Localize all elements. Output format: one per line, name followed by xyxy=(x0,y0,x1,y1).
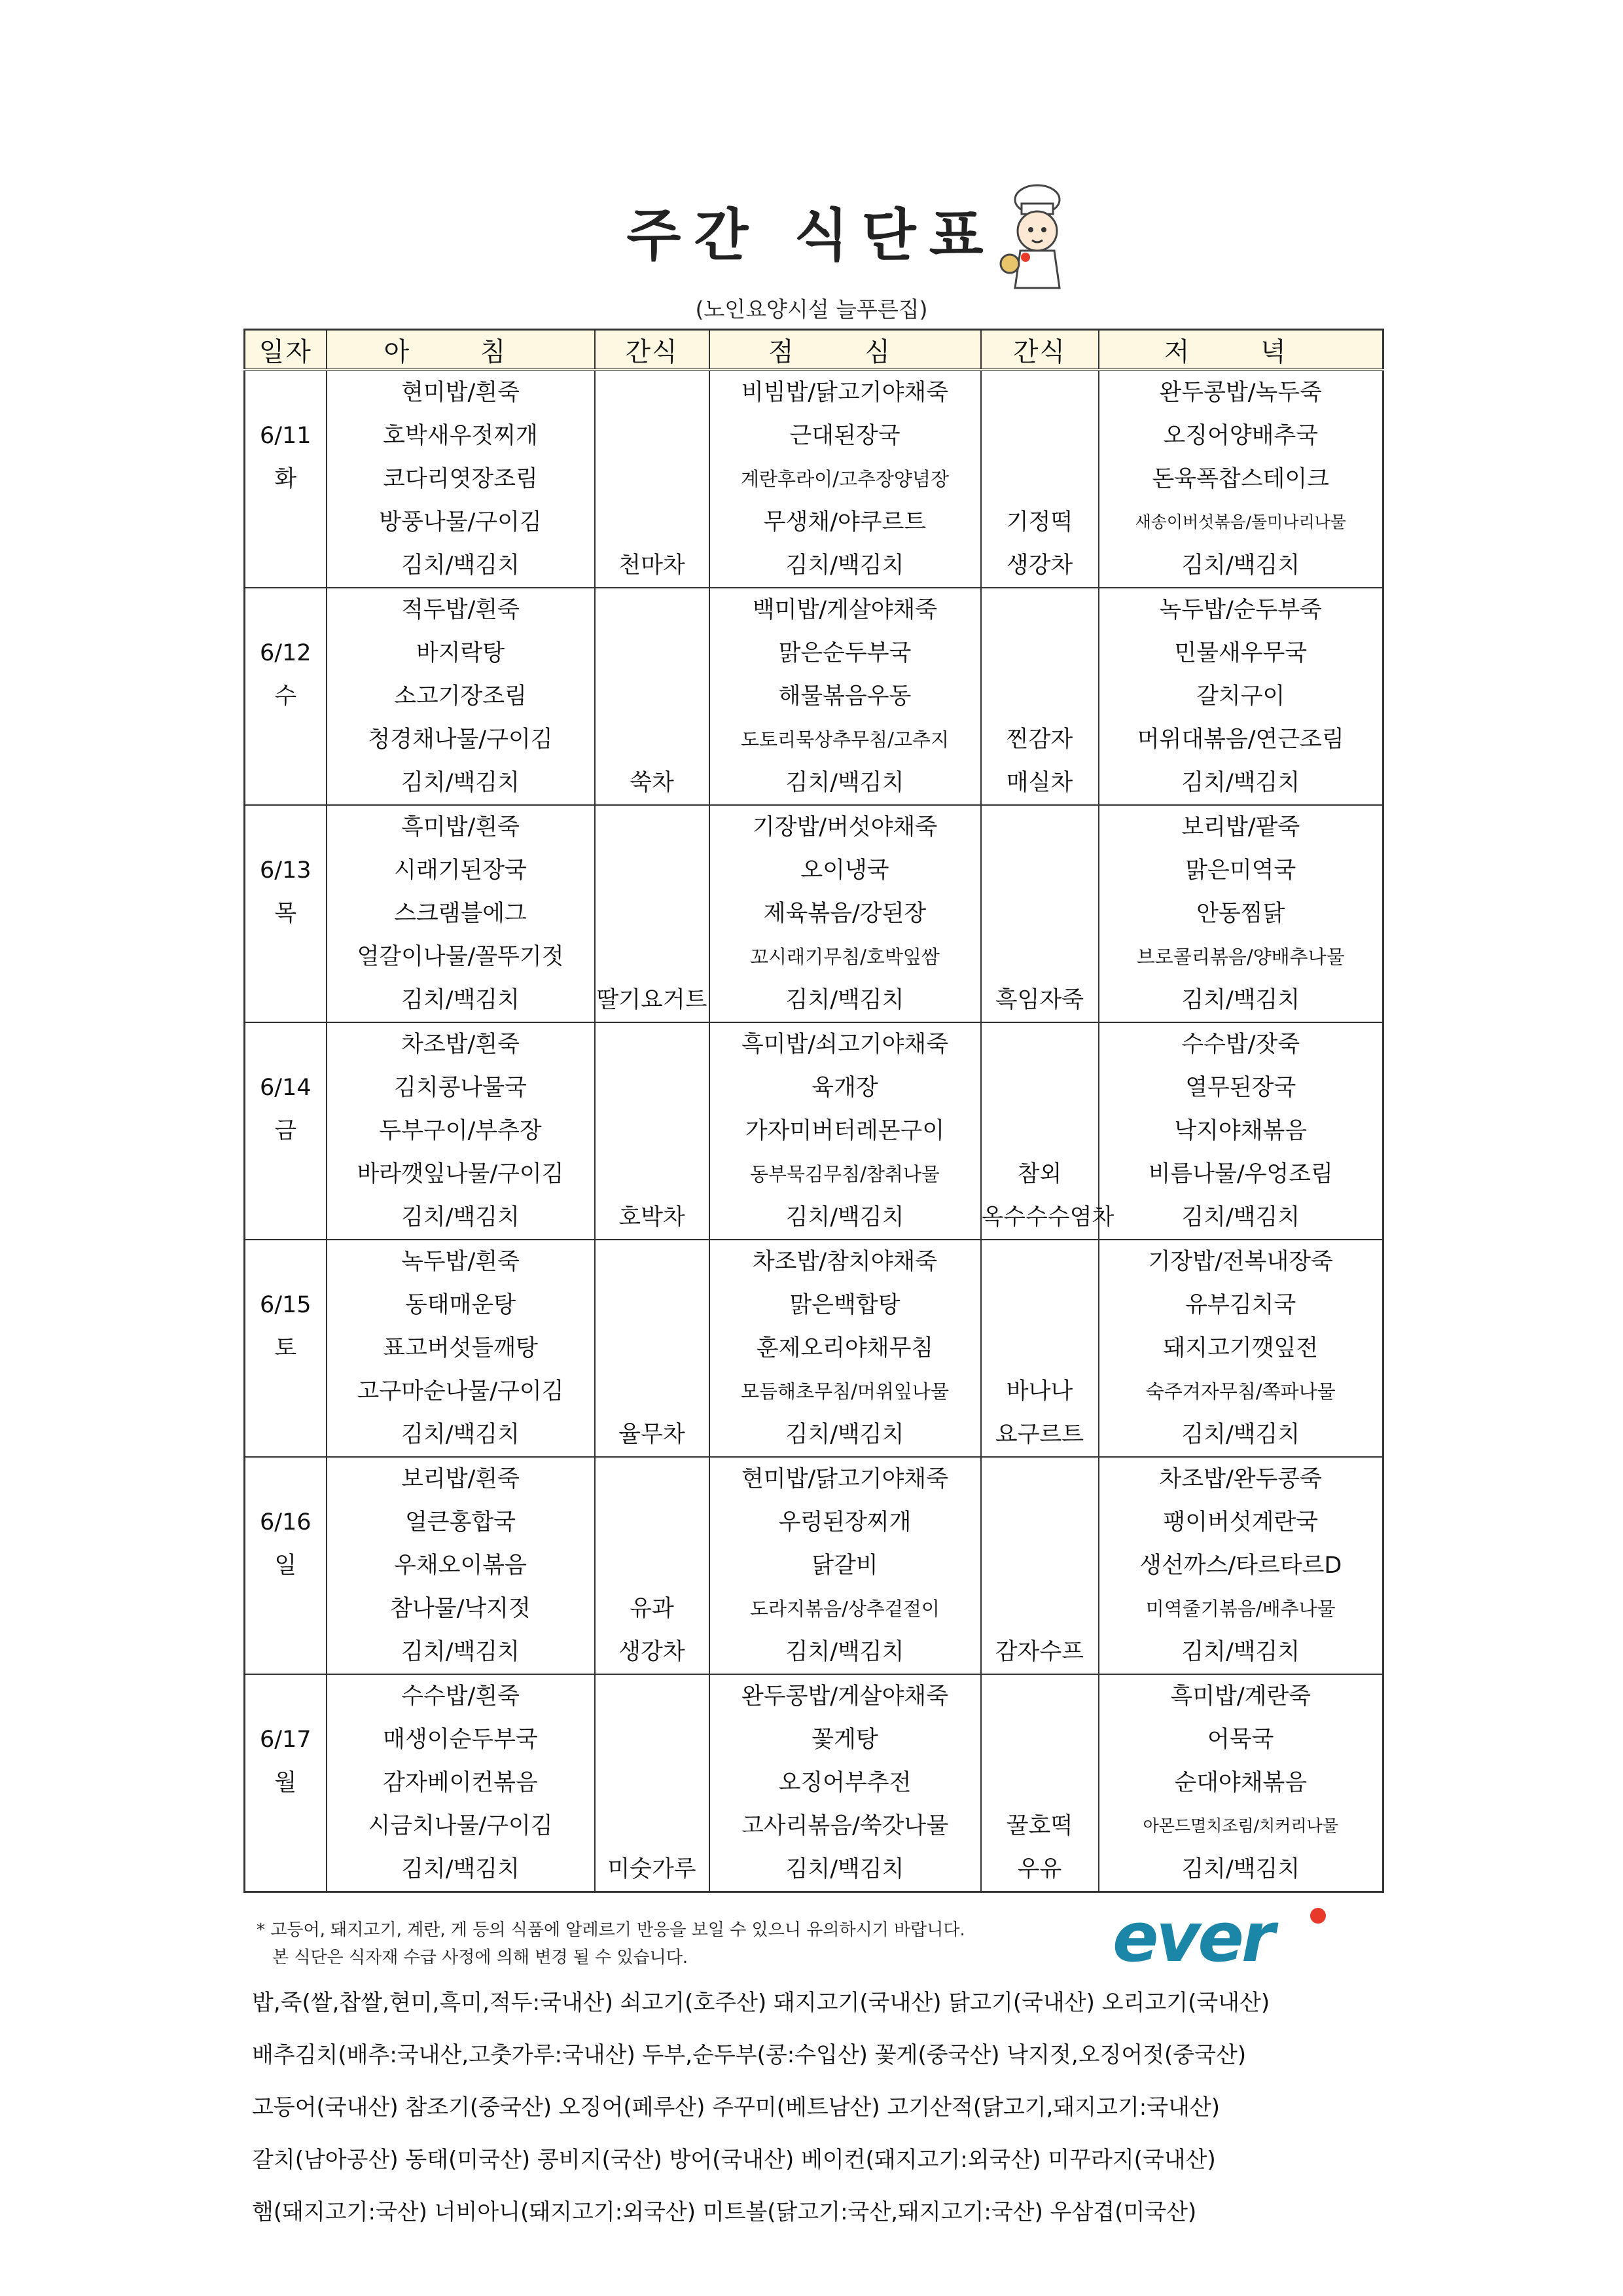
snack-am-cell xyxy=(595,1327,709,1370)
snack-pm-cell xyxy=(981,457,1099,501)
date-cell xyxy=(245,718,327,761)
snack-pm-cell xyxy=(981,1283,1099,1327)
snack-pm-cell: 감자수프 xyxy=(981,1630,1099,1674)
dinner-cell: 어묵국 xyxy=(1099,1718,1383,1761)
menu-row xyxy=(245,1761,1383,1804)
date-cell xyxy=(245,1370,327,1413)
breakfast-cell: 김치/백김치 xyxy=(327,1848,595,1892)
snack-pm-cell xyxy=(981,892,1099,935)
lunch-cell: 모듬해초무침/머위잎나물 xyxy=(709,1370,981,1413)
dinner-cell: 김치/백김치 xyxy=(1099,1413,1383,1457)
snack-pm-cell xyxy=(981,632,1099,675)
breakfast-cell: 동태매운탕 xyxy=(327,1283,595,1327)
breakfast-cell: 두부구이/부추장 xyxy=(327,1109,595,1153)
menu-row xyxy=(245,718,1383,761)
date-cell xyxy=(245,935,327,978)
lunch-cell: 무생채/야쿠르트 xyxy=(709,501,981,544)
lunch-cell: 고사리볶음/쑥갓나물 xyxy=(709,1804,981,1848)
snack-pm-cell xyxy=(981,1327,1099,1370)
snack-am-cell xyxy=(595,1544,709,1587)
breakfast-cell: 김치/백김치 xyxy=(327,978,595,1022)
dinner-cell: 수수밥/잣죽 xyxy=(1099,1022,1383,1066)
breakfast-cell: 바라깻잎나물/구이김 xyxy=(327,1153,595,1196)
snack-am-cell: 천마차 xyxy=(595,544,709,588)
breakfast-cell: 참나물/낙지젓 xyxy=(327,1587,595,1630)
day-date: 6/11 xyxy=(245,414,327,457)
header-row xyxy=(245,330,1383,370)
menu-row xyxy=(245,1022,1383,1066)
date-cell xyxy=(245,805,327,849)
snack-am-cell xyxy=(595,632,709,675)
snack-pm-cell xyxy=(981,1457,1099,1501)
lunch-cell: 김치/백김치 xyxy=(709,1196,981,1240)
breakfast-cell: 보리밥/흰죽 xyxy=(327,1457,595,1501)
ever-logo xyxy=(1113,1897,1361,1977)
day-date: 6/13 xyxy=(245,849,327,892)
snack-am-cell xyxy=(595,1066,709,1109)
origin-list xyxy=(252,1977,1391,2238)
lunch-cell: 차조밥/참치야채죽 xyxy=(709,1240,981,1283)
dinner-cell: 열무된장국 xyxy=(1099,1066,1383,1109)
dinner-cell: 돼지고기깻잎전 xyxy=(1099,1327,1383,1370)
date-cell xyxy=(245,1196,327,1240)
snack-am-cell xyxy=(595,588,709,632)
lunch-cell: 흑미밥/쇠고기야채죽 xyxy=(709,1022,981,1066)
snack-am-cell xyxy=(595,370,709,414)
dinner-cell: 김치/백김치 xyxy=(1099,1848,1383,1892)
lunch-cell: 우렁된장찌개 xyxy=(709,1501,981,1544)
dinner-cell: 김치/백김치 xyxy=(1099,978,1383,1022)
snack-am-cell xyxy=(595,1761,709,1804)
snack-am-cell: 생강차 xyxy=(595,1630,709,1674)
snack-pm-cell: 꿀호떡 xyxy=(981,1804,1099,1848)
snack-am-cell xyxy=(595,1153,709,1196)
lunch-cell: 닭갈비 xyxy=(709,1544,981,1587)
origin-line: 햄(돼지고기:국산) 너비아니(돼지고기:외국산) 미트볼(닭고기:국산,돼지고기:국산) 우삼겹(미국산) xyxy=(252,2199,1197,2225)
dinner-cell: 김치/백김치 xyxy=(1099,761,1383,805)
breakfast-cell: 김치/백김치 xyxy=(327,1413,595,1457)
dinner-cell: 오징어양배추국 xyxy=(1099,414,1383,457)
menu-row xyxy=(245,1153,1383,1196)
breakfast-cell: 녹두밥/흰죽 xyxy=(327,1240,595,1283)
snack-pm-cell: 참외 xyxy=(981,1153,1099,1196)
date-cell xyxy=(245,1587,327,1630)
lunch-cell: 맑은백합탕 xyxy=(709,1283,981,1327)
date-cell xyxy=(245,978,327,1022)
lunch-cell: 도토리묵상추무침/고추지 xyxy=(709,718,981,761)
menu-row xyxy=(245,370,1383,414)
date-cell xyxy=(245,1413,327,1457)
lunch-cell: 제육볶음/강된장 xyxy=(709,892,981,935)
snack-am-cell: 유과 xyxy=(595,1587,709,1630)
menu-row xyxy=(245,1544,1383,1587)
menu-row xyxy=(245,501,1383,544)
breakfast-cell: 얼갈이나물/꼴뚜기젓 xyxy=(327,935,595,978)
logo-dot xyxy=(1310,1908,1326,1924)
dinner-cell: 아몬드멸치조림/치커리나물 xyxy=(1099,1804,1383,1848)
snack-pm-cell xyxy=(981,805,1099,849)
dinner-cell: 김치/백김치 xyxy=(1099,544,1383,588)
menu-row xyxy=(245,1370,1383,1413)
date-cell xyxy=(245,1804,327,1848)
day-weekday: 화 xyxy=(245,457,327,501)
breakfast-cell: 호박새우젓찌개 xyxy=(327,414,595,457)
snack-am-cell: 율무차 xyxy=(595,1413,709,1457)
day-weekday: 토 xyxy=(245,1327,327,1370)
snack-am-cell xyxy=(595,1718,709,1761)
snack-pm-cell xyxy=(981,1761,1099,1804)
dinner-cell: 완두콩밥/녹두죽 xyxy=(1099,370,1383,414)
date-cell xyxy=(245,761,327,805)
snack-am-cell xyxy=(595,414,709,457)
menu-row xyxy=(245,414,1383,457)
snack-am-cell xyxy=(595,1501,709,1544)
menu-row xyxy=(245,978,1383,1022)
header-date: 일자 xyxy=(245,330,327,370)
snack-pm-cell xyxy=(981,675,1099,718)
chef-illustration xyxy=(991,180,1077,291)
breakfast-cell: 김치/백김치 xyxy=(327,761,595,805)
menu-row xyxy=(245,1587,1383,1630)
snack-am-cell: 딸기요거트 xyxy=(595,978,709,1022)
dinner-cell: 미역줄기볶음/배추나물 xyxy=(1099,1587,1383,1630)
dinner-cell: 브로콜리볶음/양배추나물 xyxy=(1099,935,1383,978)
lunch-cell: 육개장 xyxy=(709,1066,981,1109)
menu-row xyxy=(245,1196,1383,1240)
day-date: 6/17 xyxy=(245,1718,327,1761)
header-snack-pm: 간식 xyxy=(981,330,1099,370)
lunch-cell: 김치/백김치 xyxy=(709,1630,981,1674)
day-date: 6/12 xyxy=(245,632,327,675)
snack-am-cell: 쑥차 xyxy=(595,761,709,805)
lunch-cell: 훈제오리야채무침 xyxy=(709,1327,981,1370)
menu-row xyxy=(245,1066,1383,1109)
meal-table xyxy=(243,329,1384,1893)
date-cell xyxy=(245,1457,327,1501)
dinner-cell: 생선까스/타르타르D xyxy=(1099,1544,1383,1587)
origin-line: 밥,죽(쌀,찹쌀,현미,흑미,적두:국내산) 쇠고기(호주산) 돼지고기(국내산) 닭고기(국내산) 오리고기(국내산) xyxy=(252,1990,1270,2016)
date-cell xyxy=(245,1022,327,1066)
origin-line: 배추김치(배추:국내산,고춧가루:국내산) 두부,순두부(콩:수입산) 꽃게(중국산) 낙지젓,오징어젓(중국산) xyxy=(252,2042,1247,2068)
snack-pm-cell: 생강차 xyxy=(981,544,1099,588)
breakfast-cell: 방풍나물/구이김 xyxy=(327,501,595,544)
menu-row xyxy=(245,1109,1383,1153)
lunch-cell: 꽃게탕 xyxy=(709,1718,981,1761)
dinner-cell: 새송이버섯볶음/돌미나리나물 xyxy=(1099,501,1383,544)
snack-am-cell xyxy=(595,501,709,544)
snack-am-cell xyxy=(595,1804,709,1848)
snack-pm-cell: 찐감자 xyxy=(981,718,1099,761)
lunch-cell: 기장밥/버섯야채죽 xyxy=(709,805,981,849)
dinner-cell: 흑미밥/계란죽 xyxy=(1099,1674,1383,1718)
snack-pm-cell xyxy=(981,370,1099,414)
date-cell xyxy=(245,588,327,632)
dinner-cell: 돈육폭찹스테이크 xyxy=(1099,457,1383,501)
breakfast-cell: 코다리엿장조림 xyxy=(327,457,595,501)
date-cell xyxy=(245,544,327,588)
lunch-cell: 도라지볶음/상추겉절이 xyxy=(709,1587,981,1630)
day-date: 6/14 xyxy=(245,1066,327,1109)
menu-row xyxy=(245,1804,1383,1848)
menu-row xyxy=(245,849,1383,892)
snack-am-cell xyxy=(595,1457,709,1501)
snack-pm-cell xyxy=(981,414,1099,457)
breakfast-cell: 우채오이볶음 xyxy=(327,1544,595,1587)
snack-am-cell xyxy=(595,675,709,718)
snack-am-cell xyxy=(595,1674,709,1718)
dinner-cell: 녹두밥/순두부죽 xyxy=(1099,588,1383,632)
snack-pm-cell xyxy=(981,1544,1099,1587)
breakfast-cell: 매생이순두부국 xyxy=(327,1718,595,1761)
date-cell xyxy=(245,1240,327,1283)
dinner-cell: 보리밥/팥죽 xyxy=(1099,805,1383,849)
breakfast-cell: 소고기장조림 xyxy=(327,675,595,718)
breakfast-cell: 감자베이컨볶음 xyxy=(327,1761,595,1804)
snack-am-cell xyxy=(595,457,709,501)
snack-pm-cell xyxy=(981,1109,1099,1153)
snack-pm-cell xyxy=(981,1501,1099,1544)
lunch-cell: 꼬시래기무침/호박잎쌈 xyxy=(709,935,981,978)
day-date: 6/15 xyxy=(245,1283,327,1327)
snack-pm-cell: 우유 xyxy=(981,1848,1099,1892)
lunch-cell: 근대된장국 xyxy=(709,414,981,457)
snack-am-cell xyxy=(595,718,709,761)
dinner-cell: 안동찜닭 xyxy=(1099,892,1383,935)
snack-pm-cell: 흑임자죽 xyxy=(981,978,1099,1022)
dinner-cell: 맑은미역국 xyxy=(1099,849,1383,892)
breakfast-cell: 표고버섯들깨탕 xyxy=(327,1327,595,1370)
breakfast-cell: 현미밥/흰죽 xyxy=(327,370,595,414)
menu-row xyxy=(245,1630,1383,1674)
snack-am-cell xyxy=(595,1022,709,1066)
notes xyxy=(257,1916,965,1971)
header-breakfast: 아 침 xyxy=(327,330,595,370)
lunch-cell: 비빔밥/닭고기야채죽 xyxy=(709,370,981,414)
snack-am-cell xyxy=(595,935,709,978)
snack-am-cell: 미숫가루 xyxy=(595,1848,709,1892)
dinner-cell: 순대야채볶음 xyxy=(1099,1761,1383,1804)
dinner-cell: 비름나물/우엉조림 xyxy=(1099,1153,1383,1196)
snack-pm-cell xyxy=(981,935,1099,978)
header-dinner: 저 녁 xyxy=(1099,330,1383,370)
lunch-cell: 김치/백김치 xyxy=(709,761,981,805)
lunch-cell: 가자미버터레몬구이 xyxy=(709,1109,981,1153)
menu-row xyxy=(245,1240,1383,1283)
snack-pm-cell: 바나나 xyxy=(981,1370,1099,1413)
breakfast-cell: 김치콩나물국 xyxy=(327,1066,595,1109)
lunch-cell: 계란후라이/고추장양념장 xyxy=(709,457,981,501)
lunch-cell: 김치/백김치 xyxy=(709,1848,981,1892)
dinner-cell: 김치/백김치 xyxy=(1099,1196,1383,1240)
breakfast-cell: 차조밥/흰죽 xyxy=(327,1022,595,1066)
date-cell xyxy=(245,501,327,544)
lunch-cell: 동부묵김무침/참취나물 xyxy=(709,1153,981,1196)
date-cell xyxy=(245,1153,327,1196)
menu-row xyxy=(245,1501,1383,1544)
lunch-cell: 완두콩밥/게살야채죽 xyxy=(709,1674,981,1718)
lunch-cell: 맑은순두부국 xyxy=(709,632,981,675)
snack-pm-cell: 옥수수수염차 xyxy=(981,1196,1099,1240)
menu-row xyxy=(245,1674,1383,1718)
date-cell xyxy=(245,1674,327,1718)
breakfast-cell: 얼큰홍합국 xyxy=(327,1501,595,1544)
lunch-cell: 김치/백김치 xyxy=(709,544,981,588)
snack-am-cell xyxy=(595,1109,709,1153)
breakfast-cell: 시래기된장국 xyxy=(327,849,595,892)
snack-am-cell xyxy=(595,849,709,892)
snack-pm-cell xyxy=(981,1587,1099,1630)
lunch-cell: 현미밥/닭고기야채죽 xyxy=(709,1457,981,1501)
dinner-cell: 기장밥/전복내장죽 xyxy=(1099,1240,1383,1283)
lunch-cell: 해물볶음우동 xyxy=(709,675,981,718)
snack-pm-cell xyxy=(981,588,1099,632)
menu-row xyxy=(245,544,1383,588)
snack-am-cell xyxy=(595,805,709,849)
menu-row xyxy=(245,805,1383,849)
subtitle: (노인요양시설 늘푸른집) xyxy=(695,296,928,322)
snack-pm-cell xyxy=(981,1066,1099,1109)
snack-pm-cell xyxy=(981,1022,1099,1066)
dinner-cell: 팽이버섯계란국 xyxy=(1099,1501,1383,1544)
header-snack-am: 간식 xyxy=(595,330,709,370)
menu-row xyxy=(245,1283,1383,1327)
snack-am-cell: 호박차 xyxy=(595,1196,709,1240)
dinner-cell: 유부김치국 xyxy=(1099,1283,1383,1327)
lunch-cell: 오징어부추전 xyxy=(709,1761,981,1804)
breakfast-cell: 바지락탕 xyxy=(327,632,595,675)
origin-line: 고등어(국내산) 참조기(중국산) 오징어(페루산) 주꾸미(베트남산) 고기산적(닭고기,돼지고기:국내산) xyxy=(252,2094,1221,2121)
lunch-cell: 김치/백김치 xyxy=(709,1413,981,1457)
origin-line: 갈치(남아공산) 동태(미국산) 콩비지(국산) 방어(국내산) 베이컨(돼지고기:외국산) 미꾸라지(국내산) xyxy=(252,2147,1216,2173)
dinner-cell: 갈치구이 xyxy=(1099,675,1383,718)
meal-table-body xyxy=(245,370,1383,1892)
header-lunch: 점 심 xyxy=(709,330,981,370)
menu-row xyxy=(245,457,1383,501)
breakfast-cell: 시금치나물/구이김 xyxy=(327,1804,595,1848)
allergy-note: * 고등어, 돼지고기, 계란, 게 등의 식품에 알레르기 반응을 보일 수 있으니 유의하시기 바랍니다. xyxy=(257,1920,965,1940)
dinner-cell: 김치/백김치 xyxy=(1099,1630,1383,1674)
dinner-cell: 머위대볶음/연근조림 xyxy=(1099,718,1383,761)
day-weekday: 금 xyxy=(245,1109,327,1153)
snack-pm-cell: 매실차 xyxy=(981,761,1099,805)
dinner-cell: 숙주겨자무침/쪽파나물 xyxy=(1099,1370,1383,1413)
snack-pm-cell xyxy=(981,1240,1099,1283)
menu-row xyxy=(245,588,1383,632)
menu-row xyxy=(245,1327,1383,1370)
snack-am-cell xyxy=(595,1240,709,1283)
menu-row xyxy=(245,632,1383,675)
day-weekday: 일 xyxy=(245,1544,327,1587)
menu-row xyxy=(245,1457,1383,1501)
breakfast-cell: 적두밥/흰죽 xyxy=(327,588,595,632)
logo-text: ever xyxy=(1113,1897,1273,1977)
menu-row xyxy=(245,935,1383,978)
menu-row xyxy=(245,1848,1383,1892)
breakfast-cell: 스크램블에그 xyxy=(327,892,595,935)
breakfast-cell: 청경채나물/구이김 xyxy=(327,718,595,761)
menu-row xyxy=(245,892,1383,935)
snack-am-cell xyxy=(595,1370,709,1413)
menu-row xyxy=(245,761,1383,805)
day-date: 6/16 xyxy=(245,1501,327,1544)
day-weekday: 월 xyxy=(245,1761,327,1804)
day-weekday: 수 xyxy=(245,675,327,718)
breakfast-cell: 김치/백김치 xyxy=(327,544,595,588)
snack-pm-cell xyxy=(981,1674,1099,1718)
snack-am-cell xyxy=(595,1283,709,1327)
date-cell xyxy=(245,370,327,414)
breakfast-cell: 고구마순나물/구이김 xyxy=(327,1370,595,1413)
day-weekday: 목 xyxy=(245,892,327,935)
lunch-cell: 김치/백김치 xyxy=(709,978,981,1022)
dinner-cell: 민물새우무국 xyxy=(1099,632,1383,675)
date-cell xyxy=(245,1630,327,1674)
menu-row xyxy=(245,1413,1383,1457)
menu-row xyxy=(245,675,1383,718)
date-cell xyxy=(245,1848,327,1892)
snack-pm-cell: 요구르트 xyxy=(981,1413,1099,1457)
page-title: 주간 식단표 xyxy=(626,203,997,268)
menu-row xyxy=(245,1718,1383,1761)
lunch-cell: 오이냉국 xyxy=(709,849,981,892)
snack-pm-cell xyxy=(981,1718,1099,1761)
dinner-cell: 낙지야채볶음 xyxy=(1099,1109,1383,1153)
snack-am-cell xyxy=(595,892,709,935)
breakfast-cell: 김치/백김치 xyxy=(327,1630,595,1674)
change-note: 본 식단은 식자재 수급 사정에 의해 변경 될 수 있습니다. xyxy=(272,1948,688,1967)
lunch-cell: 백미밥/게살야채죽 xyxy=(709,588,981,632)
breakfast-cell: 수수밥/흰죽 xyxy=(327,1674,595,1718)
snack-pm-cell xyxy=(981,849,1099,892)
breakfast-cell: 흑미밥/흰죽 xyxy=(327,805,595,849)
dinner-cell: 차조밥/완두콩죽 xyxy=(1099,1457,1383,1501)
snack-pm-cell: 기정떡 xyxy=(981,501,1099,544)
breakfast-cell: 김치/백김치 xyxy=(327,1196,595,1240)
